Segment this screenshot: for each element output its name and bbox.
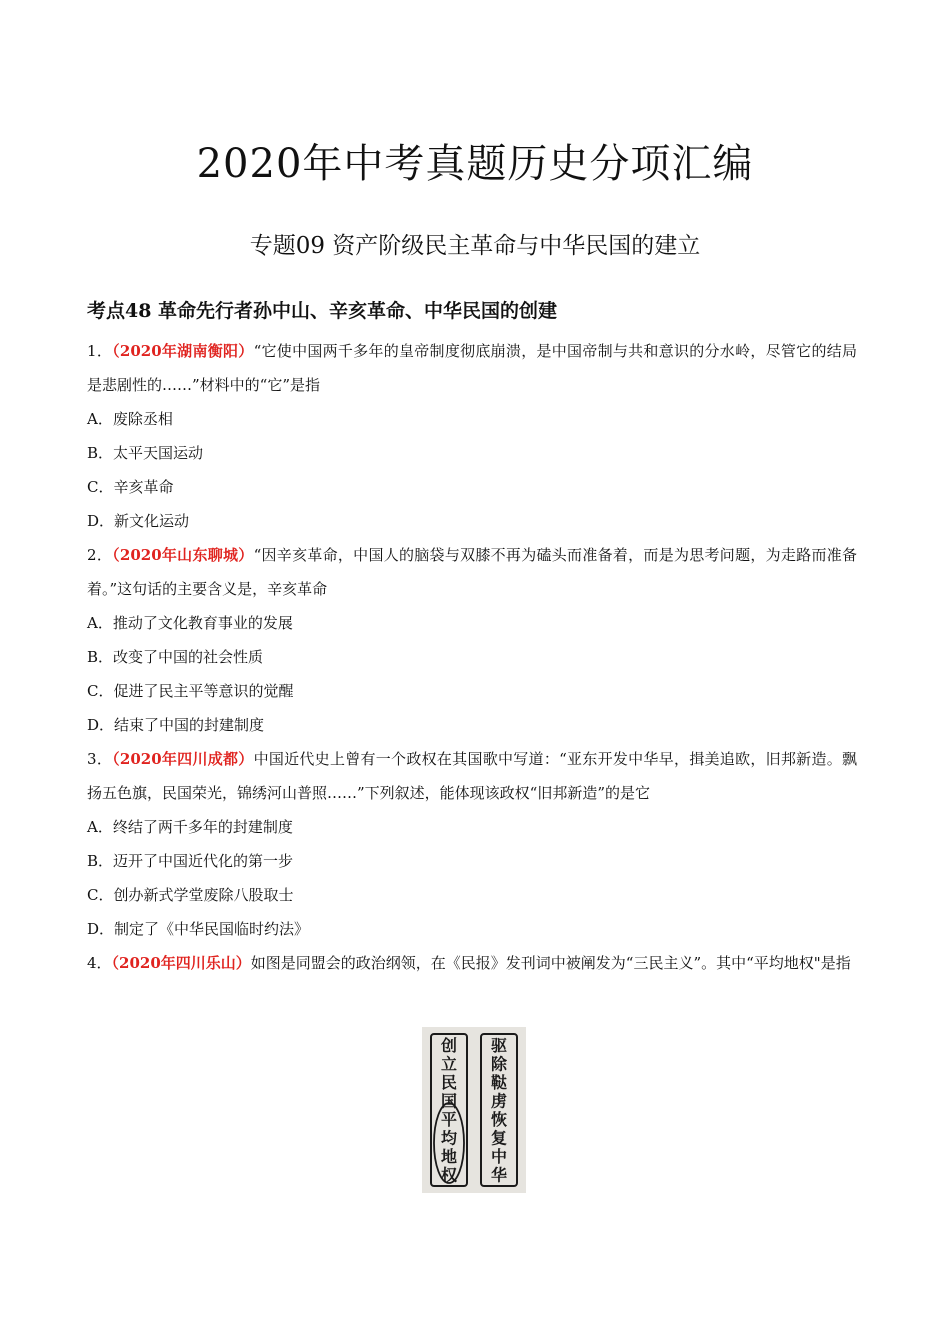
question-number: 1． (87, 342, 113, 360)
option-d[interactable]: D．新文化运动 (87, 512, 190, 530)
question-number: 2． (87, 546, 113, 564)
question-stem (87, 946, 857, 980)
left-column-char: 立 (440, 1054, 458, 1074)
option-b[interactable]: B．太平天国运动 (87, 444, 204, 462)
option-a[interactable]: A．推动了文化教育事业的发展 (87, 614, 293, 632)
option-c[interactable]: C．辛亥革命 (87, 478, 174, 496)
section-heading: 考点48 革命先行者孙中山、辛亥革命、中华民国的创建 (87, 300, 558, 322)
question-stem (87, 334, 857, 402)
question-number: 3． (87, 750, 113, 768)
option-d[interactable]: D．结束了中国的封建制度 (87, 716, 265, 734)
right-column-char: 鞑 (490, 1073, 508, 1092)
question-1 (87, 334, 857, 538)
left-column-text (440, 1036, 458, 1185)
right-column-char: 驱 (490, 1036, 508, 1055)
left-column-char: 平 (440, 1110, 458, 1129)
question-source: （2020年四川成都） (112, 750, 254, 768)
right-column-char: 除 (490, 1054, 508, 1074)
question-source: （2020年四川乐山） (111, 954, 251, 972)
right-column-char: 恢 (490, 1110, 508, 1129)
right-column-char: 虏 (490, 1091, 508, 1111)
right-column-char: 复 (490, 1128, 508, 1148)
option-c[interactable]: C．促进了民主平等意识的觉醒 (87, 682, 294, 700)
page-title: 2020年中考真题历史分项汇编 (196, 141, 754, 187)
right-column-char: 中 (490, 1147, 508, 1166)
page-subtitle: 专题09 资产阶级民主革命与中华民国的建立 (249, 233, 701, 259)
left-column-char: 均 (440, 1128, 458, 1148)
left-column-char: 地 (440, 1147, 458, 1166)
question-2 (87, 538, 857, 742)
question-text: 如图是同盟会的政治纲领，在《民报》发刊词中被阐发为“三民主义”。其中“平均地权"是指 (250, 954, 851, 972)
question-source: （2020年湖南衡阳） (112, 342, 254, 360)
question-stem (87, 538, 857, 606)
question-text: “因辛亥革命，中国人的脑袋与双膝不再为磕头而准备着，而是为思考问题，为走路而准备着。”这句话的主要含义是，辛亥革命 (87, 546, 858, 598)
question-source: （2020年山东聊城） (112, 546, 254, 564)
option-a[interactable]: A．废除丞相 (87, 410, 173, 428)
question-text: “它使中国两千多年的皇帝制度彻底崩溃，是中国帝制与共和意识的分水岭，尽管它的结局是悲剧性的……”材料中的“它”是指 (87, 342, 858, 394)
left-column-char: 国 (440, 1091, 458, 1111)
right-column-char: 华 (490, 1165, 508, 1185)
question-number: 4． (87, 954, 112, 972)
question-4 (87, 946, 857, 980)
question-list (87, 334, 857, 980)
right-column-text (490, 1036, 508, 1185)
left-column-char: 创 (440, 1036, 458, 1055)
left-column-char: 权 (440, 1165, 458, 1185)
option-a[interactable]: A．终结了两千多年的封建制度 (87, 818, 293, 836)
tongmenghui-program-image (422, 1027, 526, 1193)
question-stem (87, 742, 857, 810)
option-b[interactable]: B．改变了中国的社会性质 (87, 648, 264, 666)
left-column-char: 民 (440, 1073, 458, 1092)
option-d[interactable]: D．制定了《中华民国临时约法》 (87, 920, 310, 938)
question-3 (87, 742, 857, 946)
option-c[interactable]: C．创办新式学堂废除八股取士 (87, 886, 294, 904)
option-b[interactable]: B．迈开了中国近代化的第一步 (87, 852, 294, 870)
calligraphy-figure (422, 1027, 526, 1193)
question-text: 中国近代史上曾有一个政权在其国歌中写道：“亚东开发中华早，揖美追欧，旧邦新造。飘扬五色旗，民国荣光，锦绣河山普照……”下列叙述，能体现该政权“旧邦新造”的是它 (87, 750, 858, 802)
